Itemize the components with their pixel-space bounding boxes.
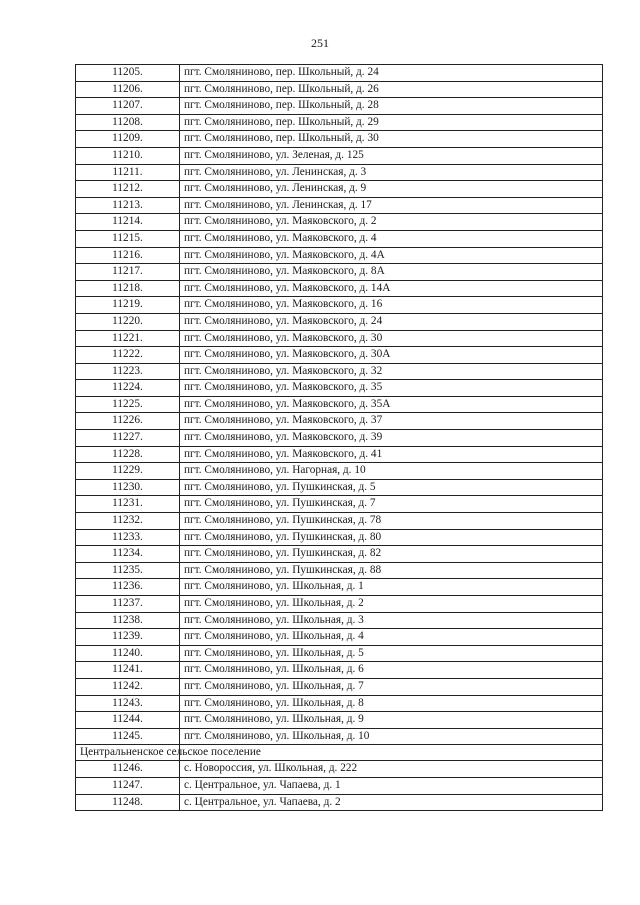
table-row	[76, 479, 603, 496]
table-row	[76, 777, 603, 794]
row-number: 11221.	[76, 330, 180, 347]
row-address: пгт. Смоляниново, ул. Нагорная, д. 10	[180, 463, 603, 480]
row-address: пгт. Смоляниново, ул. Маяковского, д. 35А	[180, 396, 603, 413]
table-row	[76, 430, 603, 447]
row-number: 11244.	[76, 712, 180, 729]
row-number: 11240.	[76, 645, 180, 662]
table-row	[76, 214, 603, 231]
row-address: пгт. Смоляниново, ул. Маяковского, д. 2	[180, 214, 603, 231]
row-address: пгт. Смоляниново, ул. Маяковского, д. 8А	[180, 264, 603, 281]
row-number: 11220.	[76, 313, 180, 330]
row-number: 11238.	[76, 612, 180, 629]
row-number: 11228.	[76, 446, 180, 463]
row-address: пгт. Смоляниново, пер. Школьный, д. 24	[180, 65, 603, 82]
table-row	[76, 98, 603, 115]
table-row	[76, 579, 603, 596]
table-row	[76, 280, 603, 297]
row-number: 11246.	[76, 761, 180, 778]
table-row	[76, 413, 603, 430]
table-row	[76, 794, 603, 811]
row-number: 11213.	[76, 197, 180, 214]
table-row	[76, 529, 603, 546]
row-address: пгт. Смоляниново, ул. Школьная, д. 1	[180, 579, 603, 596]
row-number: 11227.	[76, 430, 180, 447]
table-row	[76, 396, 603, 413]
row-address: пгт. Смоляниново, ул. Ленинская, д. 9	[180, 181, 603, 198]
row-number: 11206.	[76, 81, 180, 98]
table-row	[76, 114, 603, 131]
table-row	[76, 513, 603, 530]
row-number: 11211.	[76, 164, 180, 181]
row-address: пгт. Смоляниново, ул. Пушкинская, д. 88	[180, 562, 603, 579]
row-address: пгт. Смоляниново, ул. Маяковского, д. 41	[180, 446, 603, 463]
row-number: 11210.	[76, 147, 180, 164]
table-row	[76, 728, 603, 745]
row-number: 11231.	[76, 496, 180, 513]
table-row	[76, 761, 603, 778]
row-address: пгт. Смоляниново, ул. Школьная, д. 2	[180, 596, 603, 613]
row-number: 11225.	[76, 396, 180, 413]
row-number: 11233.	[76, 529, 180, 546]
row-address: пгт. Смоляниново, ул. Маяковского, д. 14А	[180, 280, 603, 297]
table-row	[76, 147, 603, 164]
table-row	[76, 645, 603, 662]
table-row	[76, 330, 603, 347]
row-address: пгт. Смоляниново, ул. Маяковского, д. 30А	[180, 347, 603, 364]
table-row	[76, 230, 603, 247]
row-address: пгт. Смоляниново, ул. Школьная, д. 5	[180, 645, 603, 662]
table-row	[76, 380, 603, 397]
table-row	[76, 164, 603, 181]
row-address: пгт. Смоляниново, ул. Маяковского, д. 30	[180, 330, 603, 347]
address-table-body-top	[76, 65, 603, 745]
row-number: 11212.	[76, 181, 180, 198]
row-number: 11215.	[76, 230, 180, 247]
row-number: 11208.	[76, 114, 180, 131]
table-row	[76, 562, 603, 579]
row-address: пгт. Смоляниново, ул. Маяковского, д. 39	[180, 430, 603, 447]
row-number: 11214.	[76, 214, 180, 231]
row-number: 11218.	[76, 280, 180, 297]
row-address: пгт. Смоляниново, ул. Пушкинская, д. 5	[180, 479, 603, 496]
row-address: пгт. Смоляниново, ул. Ленинская, д. 3	[180, 164, 603, 181]
row-number: 11207.	[76, 98, 180, 115]
address-table-body-bottom	[76, 761, 603, 811]
row-address: пгт. Смоляниново, ул. Школьная, д. 6	[180, 662, 603, 679]
row-address: пгт. Смоляниново, ул. Школьная, д. 7	[180, 678, 603, 695]
row-number: 11235.	[76, 562, 180, 579]
table-row	[76, 181, 603, 198]
table-row	[76, 131, 603, 148]
section-header-label: Центральненское сельское поселение	[76, 745, 180, 761]
section-header-row	[76, 745, 603, 761]
row-address: с. Центральное, ул. Чапаева, д. 2	[180, 794, 603, 811]
table-row	[76, 197, 603, 214]
row-address: пгт. Смоляниново, ул. Маяковского, д. 37	[180, 413, 603, 430]
row-address: пгт. Смоляниново, ул. Пушкинская, д. 80	[180, 529, 603, 546]
table-row	[76, 612, 603, 629]
section-header-body	[76, 745, 603, 761]
row-address: пгт. Смоляниново, пер. Школьный, д. 30	[180, 131, 603, 148]
row-number: 11242.	[76, 678, 180, 695]
row-address: пгт. Смоляниново, пер. Школьный, д. 29	[180, 114, 603, 131]
page-number: 251	[311, 36, 329, 50]
row-number: 11217.	[76, 264, 180, 281]
table-row	[76, 678, 603, 695]
table-row	[76, 313, 603, 330]
row-address: пгт. Смоляниново, ул. Ленинская, д. 17	[180, 197, 603, 214]
row-address: пгт. Смоляниново, ул. Зеленая, д. 125	[180, 147, 603, 164]
table-row	[76, 463, 603, 480]
row-address: пгт. Смоляниново, ул. Школьная, д. 10	[180, 728, 603, 745]
row-number: 11237.	[76, 596, 180, 613]
row-number: 11236.	[76, 579, 180, 596]
row-number: 11243.	[76, 695, 180, 712]
table-row	[76, 546, 603, 563]
table-row	[76, 264, 603, 281]
row-number: 11247.	[76, 777, 180, 794]
row-address: пгт. Смоляниново, ул. Школьная, д. 8	[180, 695, 603, 712]
row-address: пгт. Смоляниново, пер. Школьный, д. 28	[180, 98, 603, 115]
row-number: 11234.	[76, 546, 180, 563]
table-row	[76, 446, 603, 463]
table-row	[76, 363, 603, 380]
row-address: пгт. Смоляниново, ул. Маяковского, д. 35	[180, 380, 603, 397]
row-number: 11239.	[76, 629, 180, 646]
row-address: пгт. Смоляниново, ул. Школьная, д. 3	[180, 612, 603, 629]
row-number: 11232.	[76, 513, 180, 530]
row-number: 11209.	[76, 131, 180, 148]
table-row	[76, 65, 603, 82]
table-row	[76, 496, 603, 513]
table-row	[76, 297, 603, 314]
row-number: 11205.	[76, 65, 180, 82]
row-number: 11226.	[76, 413, 180, 430]
row-address: пгт. Смоляниново, ул. Школьная, д. 9	[180, 712, 603, 729]
address-table	[75, 64, 603, 811]
row-number: 11241.	[76, 662, 180, 679]
row-address: пгт. Смоляниново, пер. Школьный, д. 26	[180, 81, 603, 98]
row-number: 11245.	[76, 728, 180, 745]
row-address: пгт. Смоляниново, ул. Пушкинская, д. 78	[180, 513, 603, 530]
table-row	[76, 596, 603, 613]
table-row	[76, 662, 603, 679]
table-row	[76, 629, 603, 646]
row-address: пгт. Смоляниново, ул. Маяковского, д. 4	[180, 230, 603, 247]
row-address: пгт. Смоляниново, ул. Маяковского, д. 4А	[180, 247, 603, 264]
row-number: 11223.	[76, 363, 180, 380]
row-address: пгт. Смоляниново, ул. Пушкинская, д. 82	[180, 546, 603, 563]
table-row	[76, 81, 603, 98]
row-number: 11229.	[76, 463, 180, 480]
table-row	[76, 347, 603, 364]
row-number: 11216.	[76, 247, 180, 264]
row-number: 11230.	[76, 479, 180, 496]
row-address: с. Центральное, ул. Чапаева, д. 1	[180, 777, 603, 794]
row-address: с. Новороссия, ул. Школьная, д. 222	[180, 761, 603, 778]
row-number: 11222.	[76, 347, 180, 364]
row-number: 11248.	[76, 794, 180, 811]
table-row	[76, 247, 603, 264]
row-number: 11224.	[76, 380, 180, 397]
table-row	[76, 695, 603, 712]
row-address: пгт. Смоляниново, ул. Маяковского, д. 24	[180, 313, 603, 330]
row-address: пгт. Смоляниново, ул. Маяковского, д. 16	[180, 297, 603, 314]
row-address: пгт. Смоляниново, ул. Школьная, д. 4	[180, 629, 603, 646]
row-address: пгт. Смоляниново, ул. Маяковского, д. 32	[180, 363, 603, 380]
row-number: 11219.	[76, 297, 180, 314]
table-row	[76, 712, 603, 729]
row-address: пгт. Смоляниново, ул. Пушкинская, д. 7	[180, 496, 603, 513]
